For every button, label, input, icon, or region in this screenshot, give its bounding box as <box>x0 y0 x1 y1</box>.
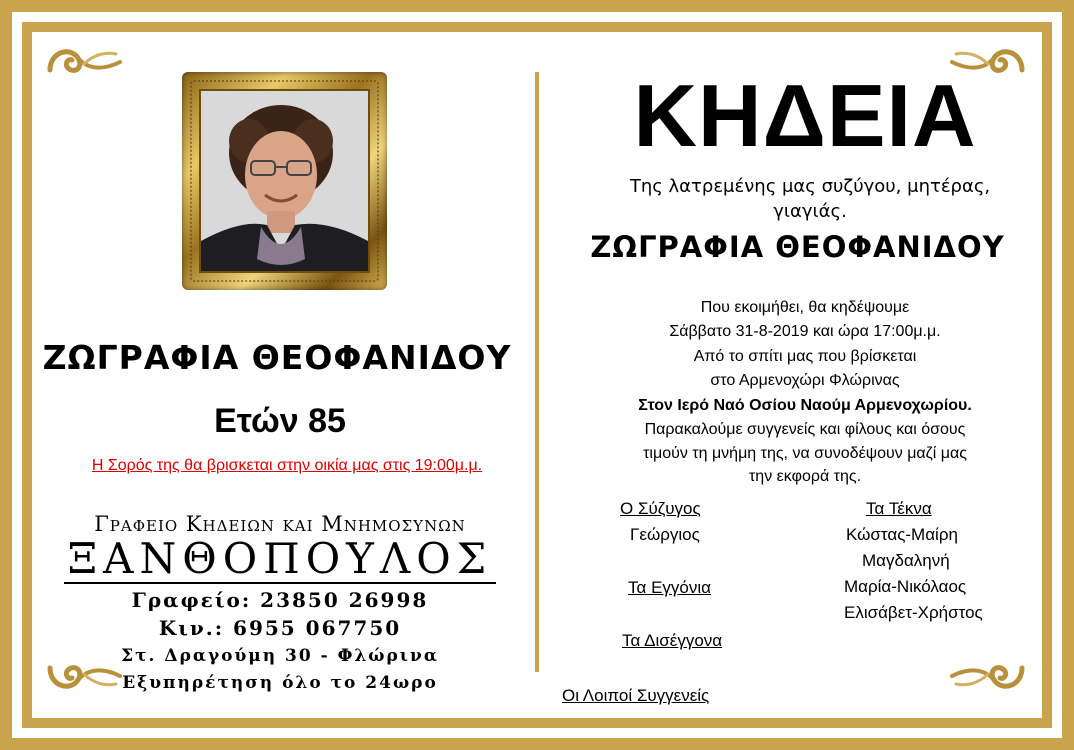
portrait-gilded-frame <box>182 72 387 290</box>
child-name: Κώστας-Μαίρη <box>846 525 958 544</box>
intro-line-1: Της λατρεμένης μας συζύγου, μητέρας, <box>629 176 991 197</box>
child-name: Ελισάβετ-Χρήστος <box>844 603 983 622</box>
funeral-title: ΚΗΔΕΙΑ <box>633 66 977 165</box>
office-service-hours: Εξυπηρέτηση όλο το 24ωρο <box>122 673 438 693</box>
child-name: Μαγδαληνή <box>862 551 950 570</box>
detail-line: Από το σπίτι μας που βρίσκεται <box>693 348 917 365</box>
deceased-name-right: ΖΩΓΡΑΦΙΑ ΘΕΟΦΑΝΙΔΟΥ <box>590 230 1005 264</box>
office-mobile: Κιν.: 6955 067750 <box>158 616 402 640</box>
detail-line: Που εκοιμήθει, θα κηδέψουμε <box>700 299 910 316</box>
great-grandchildren-heading: Τα Δισέγγονα <box>622 631 723 650</box>
funeral-office-title: Γραφειο Κηδειων και Μνημοσυνων <box>94 512 466 536</box>
intro-text <box>580 174 1040 224</box>
vertical-gold-divider <box>535 72 539 672</box>
funeral-office-name-text: ΞΑΝΘΟΠΟΥΛΟΣ <box>64 537 497 584</box>
portrait-photo <box>199 89 370 273</box>
deceased-age: Ετών 85 <box>214 402 346 440</box>
corner-ornament-bottom-right-icon <box>948 654 1028 698</box>
detail-line: Παρακαλούμε συγγενείς και φίλους και όσους <box>644 421 966 438</box>
spouse-name: Γεώργιος <box>630 525 700 544</box>
deceased-name-left: ΖΩΓΡΑΦΙΑ ΘΕΟΦΑΝΙΔΟΥ <box>42 338 512 377</box>
other-relatives-heading: Οι Λοιποί Συγγενείς <box>562 686 710 705</box>
church-line: Στον Ιερό Ναό Οσίου Ναούμ Αρμενοχωρίου. <box>638 397 972 414</box>
intro-line-2: γιαγιάς. <box>773 201 847 222</box>
child-name: Μαρία-Νικόλαος <box>844 577 967 596</box>
funeral-office-name <box>40 534 520 584</box>
spouse-heading: Ο Σύζυγος <box>620 499 701 518</box>
office-phone: Γραφείο: 23850 26998 <box>131 588 429 612</box>
detail-line: την εκφορά της. <box>748 468 862 485</box>
office-address: Στ. Δραγούμη 30 - Φλώρινα <box>121 646 439 666</box>
wake-notice: Η Σορός της θα βρισκεται στην οικία μας στις 19:00μ.μ. <box>91 457 483 474</box>
corner-ornament-top-left-icon <box>44 40 124 84</box>
children-heading: Τα Τέκνα <box>866 499 932 518</box>
detail-line: στο Αρμενοχώρι Φλώρινας <box>710 372 900 389</box>
detail-line: τιμούν τη μνήμη της, να συνοδέψουν μαζί μας <box>643 445 967 462</box>
detail-line: Σάββατο 31-8-2019 και ώρα 17:00μ.μ. <box>669 323 941 340</box>
grandchildren-heading: Τα Εγγόνια <box>628 578 711 597</box>
